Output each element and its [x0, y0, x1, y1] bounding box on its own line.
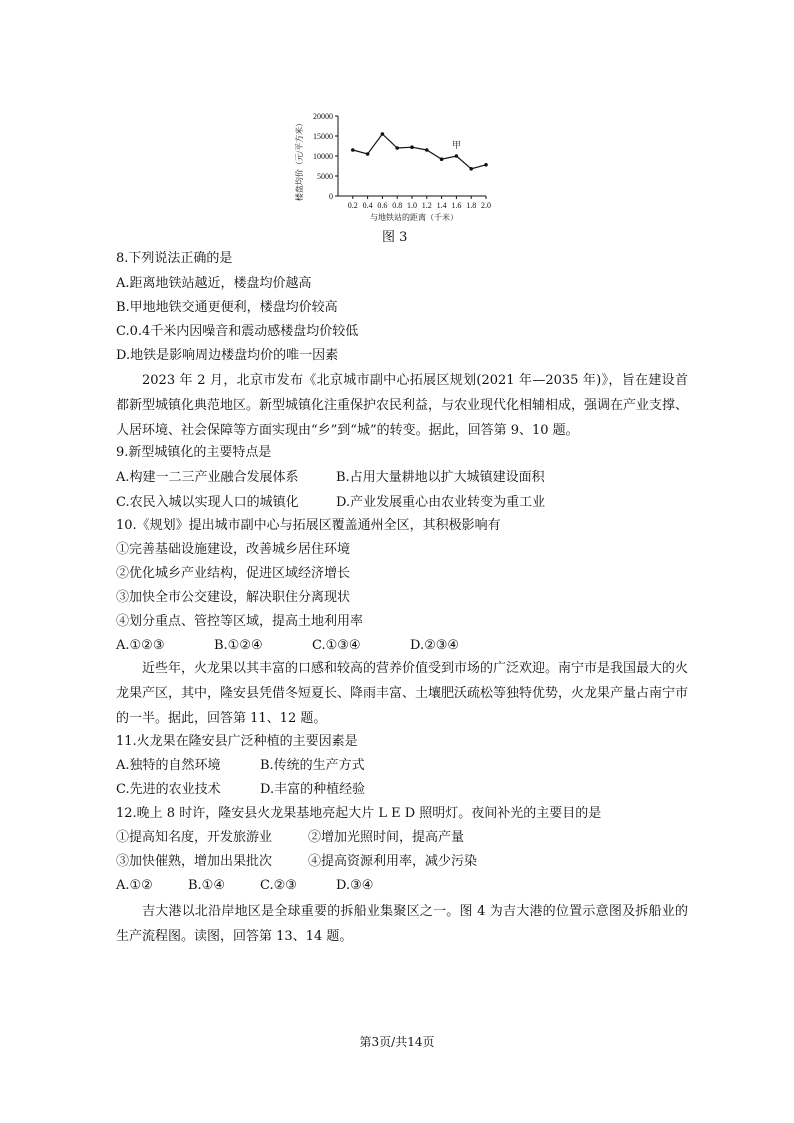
q12-option-c: C.②③: [260, 878, 297, 893]
figure-caption: 图 3: [382, 230, 408, 245]
q12-option-d: D.③④: [336, 878, 374, 893]
q8-option-c: C.0.4千米内因噪音和震动感楼盘均价较低: [116, 324, 359, 339]
passage-3-text: 吉大港以北沿岸地区是全球重要的拆船业集聚区之一。图 4 为吉大港的位置示意图及拆船业的生产流程图。读图，回答第 13、14 题。: [116, 904, 688, 944]
q9-option-b: B.占用大量耕地以扩大城镇建设面积: [336, 470, 545, 485]
q10-option-b: B.①②④: [214, 638, 263, 653]
q9-stem: 9.新型城镇化的主要特点是: [116, 445, 272, 460]
x-tick-label: 1.8: [466, 201, 477, 210]
data-point: [351, 148, 355, 152]
data-point: [425, 148, 429, 152]
y-tick-label: 10000: [313, 152, 333, 161]
q9-options-row-2: [116, 494, 545, 512]
data-point: [395, 146, 399, 150]
series-line: [353, 134, 486, 169]
data-point: [410, 145, 414, 149]
y-axis-label: 楼盘均价（元/平方米）: [295, 118, 304, 202]
q12-options: [116, 877, 373, 895]
q9-option-a: A.构建一二三产业融合发展体系: [116, 470, 299, 485]
y-tick-label: 5000: [317, 172, 333, 181]
q11-options-row-2: [116, 781, 365, 799]
q9-option-c: C.农民入城以实现人口的城镇化: [116, 495, 299, 510]
q10-option-d: D.②③④: [410, 638, 460, 653]
q12-items-row-2: [116, 853, 477, 871]
q10-options: [116, 637, 459, 655]
q11-option-b: B.传统的生产方式: [260, 758, 365, 773]
figure-3-chart: [290, 108, 520, 248]
q11-option-a: A.独特的自然环境: [116, 758, 221, 773]
x-tick-label: 1.2: [421, 201, 432, 210]
q8-stem: 8.下列说法正确的是: [116, 251, 233, 266]
x-tick-label: 1.0: [407, 201, 417, 210]
q12-item-4: ④提高资源利用率，减少污染: [308, 854, 478, 869]
q10-item-2: ②优化城乡产业结构，促进区域经济增长: [116, 566, 351, 581]
data-point: [366, 152, 370, 156]
q10-option-a: A.①②③: [116, 638, 165, 653]
q9-option-d: D.产业发展重心由农业转变为重工业: [336, 495, 546, 510]
q10-stem: 10.《规划》提出城市副中心与拓展区覆盖通州全区，其积极影响有: [116, 518, 501, 533]
x-axis-label: 与地铁站的距离（千米）: [370, 213, 458, 222]
x-tick-label: 1.6: [451, 201, 462, 210]
data-point: [381, 132, 385, 136]
q8-option-d: D.地铁是影响周边楼盘均价的唯一因素: [116, 348, 339, 363]
passage-1: [116, 368, 688, 443]
x-tick-label: 0.8: [392, 201, 403, 210]
passage-1-text: 2023 年 2 月，北京市发布《北京城市副中心拓展区规划(2021 年—2035 年)》，旨在建设首都新型城镇化典范地区。新型城镇化注重保护农民利益，与农业现代化相辅相成，强调在产业支撑、人居环境、社会保障等方面实现由“乡”到“城”的转变。据此，回答第 9、10 题。: [116, 373, 689, 438]
x-tick-label: 0.4: [362, 201, 373, 210]
data-point: [469, 167, 473, 171]
q10-item-4: ④划分重点、管控等区域，提高土地利用率: [116, 614, 364, 629]
point-annotation: 甲: [451, 140, 461, 150]
line-chart: [290, 108, 520, 248]
q11-options-row-1: [116, 757, 365, 775]
y-tick-label: 15000: [313, 132, 333, 141]
y-tick-label: 20000: [313, 112, 333, 121]
page-footer: 第3页/共14页: [359, 1035, 435, 1049]
q12-items-row-1: [116, 829, 464, 847]
x-tick-label: 2.0: [481, 201, 491, 210]
q9-options-row-1: [116, 469, 545, 487]
q8-option-b: B.甲地地铁交通更便利，楼盘均价较高: [116, 300, 338, 315]
x-tick-label: 0.2: [347, 201, 358, 210]
data-point: [440, 157, 444, 161]
q12-option-b: B.①④: [188, 878, 225, 893]
q10-option-c: C.①③④: [312, 638, 361, 653]
q11-option-d: D.丰富的种植经验: [260, 782, 366, 797]
passage-2-text: 近些年，火龙果以其丰富的口感和较高的营养价值受到市场的广泛欢迎。南宁市是我国最大的火龙果产区，其中，隆安县凭借冬短夏长、降雨丰富、土壤肥沃疏松等独特优势，火龙果产量占南宁市的一半。据此，回答第 11、12 题。: [116, 661, 689, 726]
q12-stem: 12.晚上 8 时许，隆安县火龙果基地亮起大片 L E D 照明灯。夜间补光的主要目的是: [116, 806, 602, 821]
x-tick-label: 1.4: [436, 201, 447, 210]
q11-stem: 11.火龙果在隆安县广泛种植的主要因素是: [116, 734, 358, 749]
q12-item-2: ②增加光照时间，提高产量: [308, 830, 465, 845]
q12-option-a: A.①②: [116, 878, 153, 893]
passage-2: [116, 656, 688, 731]
data-point: [484, 163, 488, 167]
passage-3: [116, 899, 688, 949]
x-tick-label: 0.6: [377, 201, 388, 210]
data-point: [455, 154, 459, 158]
y-tick-label: 0: [329, 192, 333, 201]
q8-option-a: A.距离地铁站越近，楼盘均价越高: [116, 276, 312, 291]
q11-option-c: C.先进的农业技术: [116, 782, 221, 797]
q12-item-3: ③加快催熟，增加出果批次: [116, 854, 273, 869]
q12-item-1: ①提高知名度，开发旅游业: [116, 830, 273, 845]
q10-item-1: ①完善基础设施建设，改善城乡居住环境: [116, 542, 351, 557]
q10-item-3: ③加快全市公交建设，解决职住分离现状: [116, 590, 351, 605]
